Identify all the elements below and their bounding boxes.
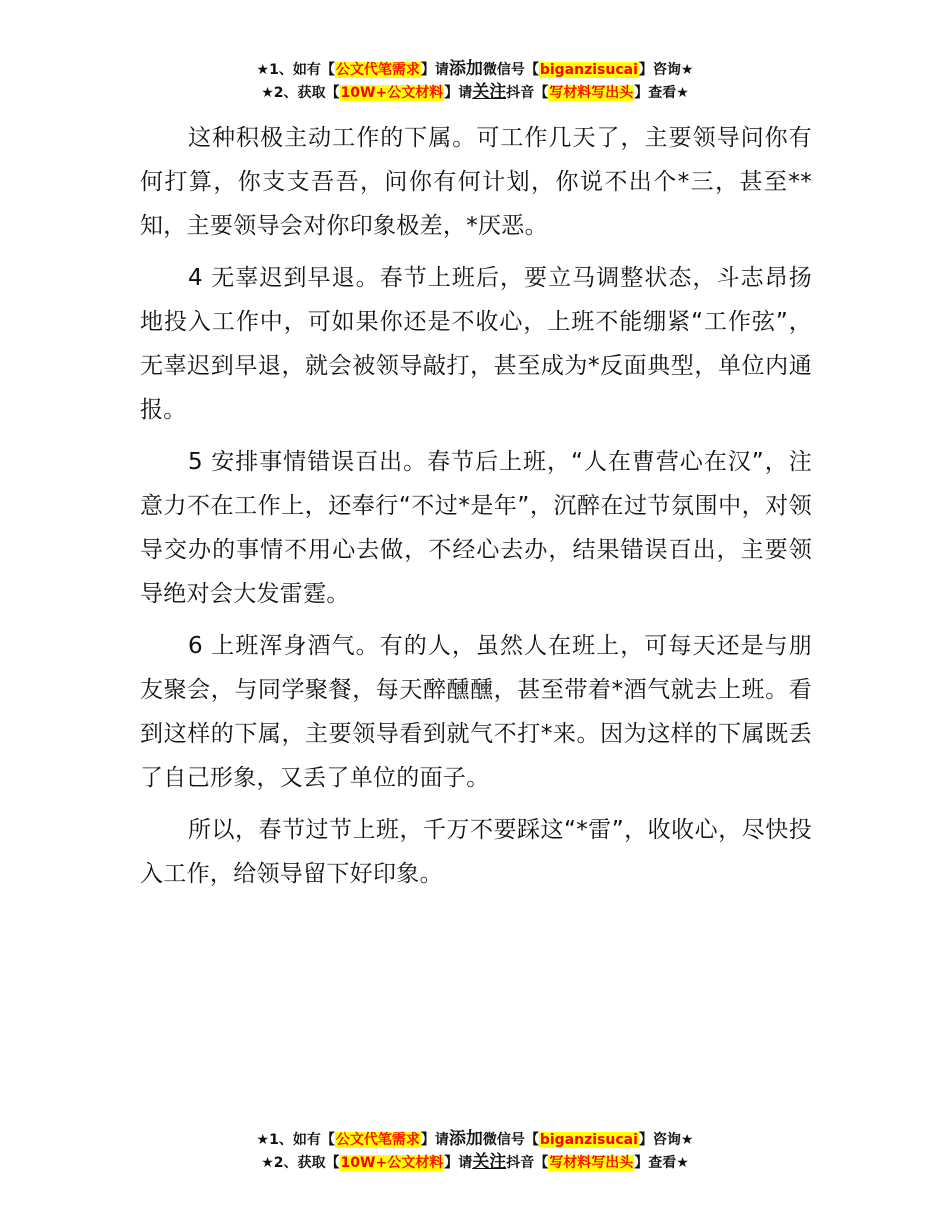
banner-text: 2、获取【 xyxy=(273,85,340,101)
star-icon: ★ xyxy=(261,85,274,101)
banner-text: 】请 xyxy=(420,1132,449,1148)
highlight-materials: 10W+公文材料 xyxy=(340,1155,444,1171)
banner-text: 微信号【 xyxy=(482,1132,539,1148)
banner-text: 抖音【 xyxy=(506,85,549,101)
banner-text: 】咨询 xyxy=(638,62,681,78)
banner-text: 1、如有【 xyxy=(269,62,335,78)
banner-text: 】咨询 xyxy=(638,1132,681,1148)
star-icon: ★ xyxy=(261,1155,274,1171)
emphasis-follow: 关注 xyxy=(472,1152,507,1172)
document-body xyxy=(140,116,812,904)
footer-banner xyxy=(0,1128,950,1174)
banner-text: 】请 xyxy=(420,62,449,78)
highlight-douyin-account: 写材料写出头 xyxy=(549,85,634,101)
paragraph: 这种积极主动工作的下属。可工作几天了，主要领导问你有何打算，你支支吾吾，问你有何计划，你说不出个*三，甚至**知，主要领导会对你印象极差，*厌恶。 xyxy=(140,125,812,239)
highlight-wechat-id: biganzisucai xyxy=(539,1132,638,1148)
emphasis-add: 添加 xyxy=(448,1129,483,1149)
banner-line-1 xyxy=(0,58,950,81)
emphasis-follow: 关注 xyxy=(472,82,507,102)
banner-text: 】请 xyxy=(444,1155,473,1171)
star-icon: ★ xyxy=(676,1155,689,1171)
banner-line-2 xyxy=(0,81,950,104)
banner-text: 2、获取【 xyxy=(273,1155,340,1171)
header-banner xyxy=(0,58,950,104)
paragraph: 5 安排事情错误百出。春节后上班，“人在曹营心在汉”，注意力不在工作上，还奉行“不过*是年”，沉醉在过节氛围中，对领导交办的事情不用心去做，不经心去办，结果错误百出，主要领导绝对会大发雷霆。 xyxy=(140,449,812,607)
banner-line-2 xyxy=(0,1151,950,1174)
paragraph: 所以，春节过节上班，千万不要踩这“*雷”，收收心，尽快投入工作，给领导留下好印象。 xyxy=(140,817,812,887)
banner-text: 】请 xyxy=(444,85,473,101)
star-icon: ★ xyxy=(676,85,689,101)
banner-text: 】查看 xyxy=(634,85,677,101)
star-icon: ★ xyxy=(256,62,270,78)
highlight-douyin-account: 写材料写出头 xyxy=(549,1155,634,1171)
banner-text: 】查看 xyxy=(634,1155,677,1171)
highlight-materials: 10W+公文材料 xyxy=(340,85,444,101)
star-icon: ★ xyxy=(256,1132,270,1148)
star-icon: ★ xyxy=(680,62,694,78)
star-icon: ★ xyxy=(680,1132,694,1148)
banner-text: 抖音【 xyxy=(506,1155,549,1171)
paragraph: 4 无辜迟到早退。春节上班后，要立马调整状态，斗志昂扬地投入工作中，可如果你还是不收心，上班不能绷紧“工作弦”，无辜迟到早退，就会被领导敲打，甚至成为*反面典型，单位内通报。 xyxy=(140,265,812,423)
banner-text: 1、如有【 xyxy=(269,1132,335,1148)
highlight-service: 公文代笔需求 xyxy=(335,1132,420,1148)
highlight-service: 公文代笔需求 xyxy=(335,62,420,78)
highlight-wechat-id: biganzisucai xyxy=(539,62,638,78)
banner-line-1 xyxy=(0,1128,950,1151)
emphasis-add: 添加 xyxy=(448,59,483,79)
paragraph: 6 上班浑身酒气。有的人，虽然人在班上，可每天还是与朋友聚会，与同学聚餐，每天醉醺醺，甚至带着*酒气就去上班。看到这样的下属，主要领导看到就气不打*来。因为这样的下属既丢了自己形象，又丢了单位的面子。 xyxy=(140,633,812,791)
banner-text: 微信号【 xyxy=(482,62,539,78)
